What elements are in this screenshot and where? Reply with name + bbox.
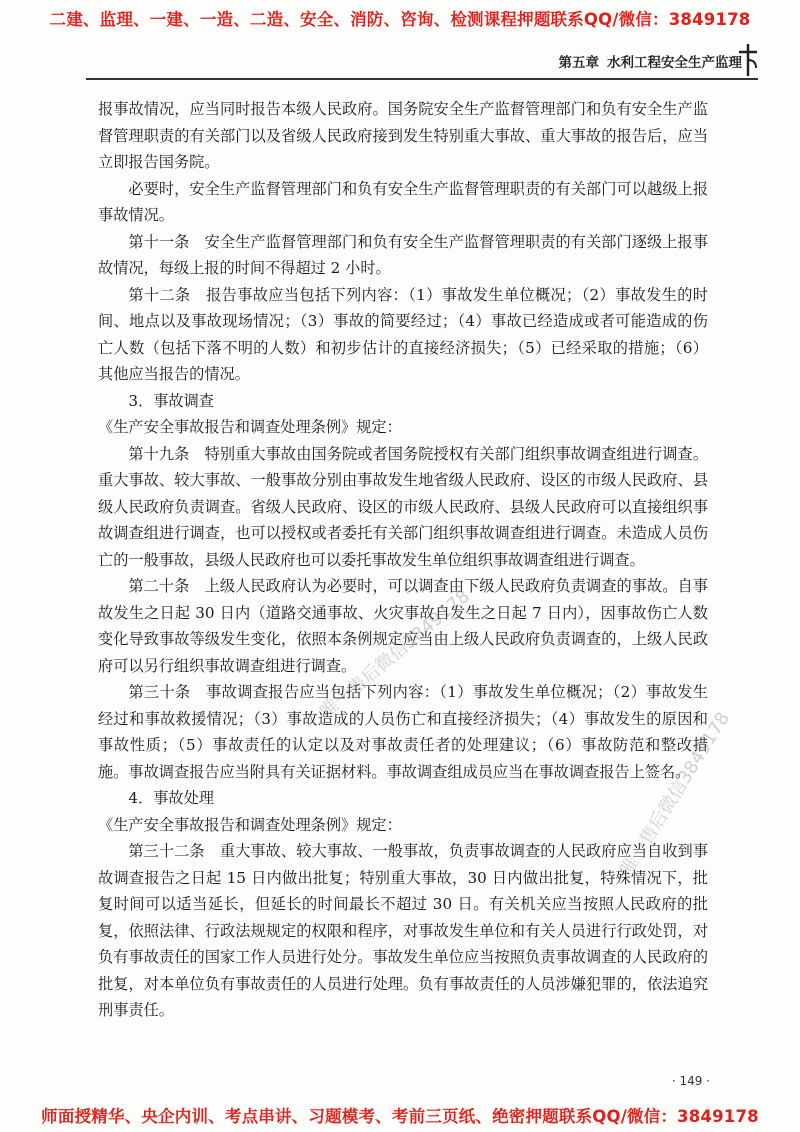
chapter-title: 水利工程安全生产监理	[607, 55, 742, 71]
regulation-reference: 《生产安全事故报告和调查处理条例》规定：	[98, 418, 402, 436]
section-heading-4: 4．事故处理	[128, 789, 214, 807]
bottom-promo-banner: 师面授精华、央企内训、考点串讲、习题模考、考前三页纸、绝密押题联系QQ/微信：3849178	[41, 1107, 759, 1126]
chapter-header	[559, 49, 743, 73]
page-number: · 149 ·	[671, 1074, 710, 1088]
paragraph: 报事故情况，应当同时报告本级人民政府。国务院安全生产监督管理部门和负有安全生产监督管理职责的有关部门以及省级人民政府接到发生特别重大事故、重大事故的报告后，应当立即报告国务院。	[98, 100, 708, 171]
header-rule	[86, 78, 758, 80]
article-12: 第十二条 报告事故应当包括下列内容：（1）事故发生单位概况；（2）事故发生的时间、地点以及事故现场情况；（3）事故的简要经过；（4）事故已经造成或者可能造成的伤亡人数（包括下落不明的人数）和初步估计的直接经济损失；（5）已经采取的措施；（6）其他应当报告的情况。	[98, 285, 708, 383]
article-30: 第三十条 事故调查报告应当包括下列内容：（1）事故发生单位概况；（2）事故发生经过和事故救援情况；（3）事故造成的人员伤亡和直接经济损失；（4）事故发生的原因和事故性质；（5）事故责任的认定以及对事故责任者的处理建议；（6）事故防范和整改措施。事故调查报告应当附具有关证据材料。事故调查组成员应当在事故调查报告上签名。	[98, 683, 708, 781]
top-promo-banner: 二建、监理、一建、一造、二造、安全、消防、咨询、检测课程押题联系QQ/微信：3849178	[49, 10, 751, 29]
page-body	[98, 96, 708, 1024]
chapter-number: 第五章	[558, 55, 599, 71]
article-19: 第十九条 特别重大事故由国务院或者国务院授权有关部门组织事故调查组进行调查。重大事故、较大事故、一般事故分别由事故发生地省级人民政府、设区的市级人民政府、县级人民政府负责调查。省级人民政府、设区的市级人民政府、县级人民政府可以直接组织事故调查组进行调查，也可以授权或者委托有关部门组织事故调查组进行调查。未造成人员伤亡的一般事故，县级人民政府也可以委托事故发生单位组织事故调查组进行调查。	[98, 444, 708, 569]
watermark: 唯一售后微信3849178	[616, 708, 735, 880]
watermark: 唯一售后微信3849178	[316, 585, 474, 723]
article-20: 第二十条 上级人民政府认为必要时，可以调查由下级人民政府负责调查的事故。自事故发生之日起 30 日内（道路交通事故、火灾事故自发生之日起 7 日内），因事故伤亡人数变化导致事故等级发生变化，依照本条例规定应当由上级人民政府负责调查的，上级人民政府可以另行组织事故调查组进行调查。	[98, 577, 708, 675]
paragraph: 必要时，安全生产监督管理部门和负有安全生产监督管理职责的有关部门可以越级上报事故情况。	[98, 179, 708, 224]
chapter-emblem-icon	[736, 42, 760, 78]
article-11: 第十一条 安全生产监督管理部门和负有安全生产监督管理职责的有关部门逐级上报事故情况，每级上报的时间不得超过 2 小时。	[98, 232, 708, 277]
article-32: 第三十二条 重大事故、较大事故、一般事故，负责事故调查的人民政府应当自收到事故调查报告之日起 15 日内做出批复；特别重大事故，30 日内做出批复，特殊情况下，批复时间可以适当延长，但延长的时间最长不超过 30 日。有关机关应当按照人民政府的批复，依照法律、行政法规规定的权限和程序，对事故发生单位和有关人员进行行政处罚，对负有事故责任的国家工作人员进行处分。事故发生单位应当按照负责事故调查的人民政府的批复，对本单位负有事故责任的人员进行处理。负有事故责任的人员涉嫌犯罪的，依法追究刑事责任。	[98, 842, 708, 1019]
regulation-reference: 《生产安全事故报告和调查处理条例》规定：	[98, 815, 402, 834]
section-heading-3: 3．事故调查	[128, 391, 214, 410]
